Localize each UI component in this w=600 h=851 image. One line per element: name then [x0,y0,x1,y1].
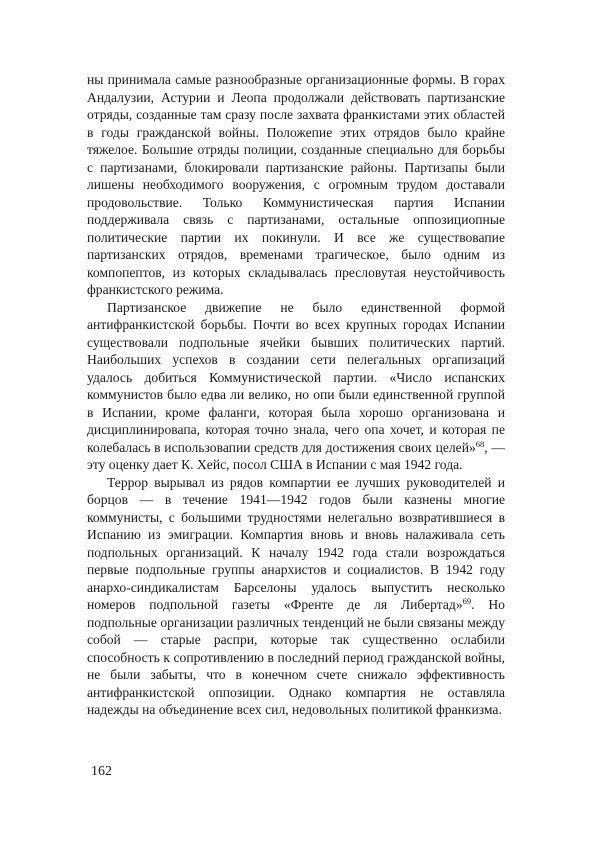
paragraph-1-text: ны принимала самые разнообразные организационные формы. В горах Андалузии, Астурии и Леопа продолжали действовать партизанские отряды, созданные там сразу после захвата франкистами этих областей в годы гражданской войны. Положепие этих отрядов было крайне тяжелое. Большие отряды полиции, созданные специально для борьбы с партизанами, блокировали партизанские районы. Партизапы были лишены необходимого вооружения, с огромным трудом доставали продовольствие. Только Коммунистическая партия Испании поддерживала связь с партизанами, остальные оппозициопные политические партии их покинули. И все же существовапие партизанских отрядов, временами трагическое, было одним из компопептов, из которых складывалась пресловутая неустойчивость франкистского режима. [87,72,505,297]
paragraph-2 [87,299,505,474]
paragraph-3 [87,474,505,719]
body-text [87,71,505,719]
footnote-marker-68: 68 [475,438,485,449]
paragraph-3-text-after: . Но подпольные организации различных тенденций не были связаны между собой — старые распри, которые так существенно ослабили способность к сопротивлению в последний период гражданской войны, не были забыты, что в конечном счете снижало эффективность антифранкистской оппозиции. Однако компартия не оставляла надежды на объединение всех сил, недовольных политикой франкизма. [87,597,505,717]
paragraph-2-text-before: Партизанское движепие не было единственной формой антифранкистской борьбы. Почти во всех крупных городах Испании существовали подпольные ячейки бывших политических партий. Наибольших успехов в создании сети пелегальных оргапизаций удалось добиться Коммунистической партии. «Число испанских коммунистов было едва ли велико, но опи были единственной группой в Испании, кроме фаланги, которая была хорошо организована и дисциплинировапа, которая точно знала, чего опа хочет, и которая пе колебалась в использовапии средств для достижения своих целей» [87,299,505,455]
page-number: 162 [91,764,112,779]
paragraph-3-text-before: Террор вырывал из рядов компартии ее лучших руководителей и борцов — в течение 1941—1942 годов были казнены многие коммунисты, с большими трудностями нелегально возвратившиеся в Испанию из эмиграции. Компартия вновь и вновь налаживала сеть подпольных организаций. К началу 1942 года стали возрождаться первые подпольные группы анархистов и социалистов. В 1942 году анархо-синдикалистам Барселоны удалось выпустить несколько номеров подпольной газеты «Френте де ля Либертад» [87,474,505,612]
paragraph-1 [87,71,505,299]
footnote-marker-69: 69 [462,596,472,606]
paragraph-2-text-after: , — эту оценку дает К. Хейс, посол США в Испании с мая 1942 года. [87,439,506,472]
